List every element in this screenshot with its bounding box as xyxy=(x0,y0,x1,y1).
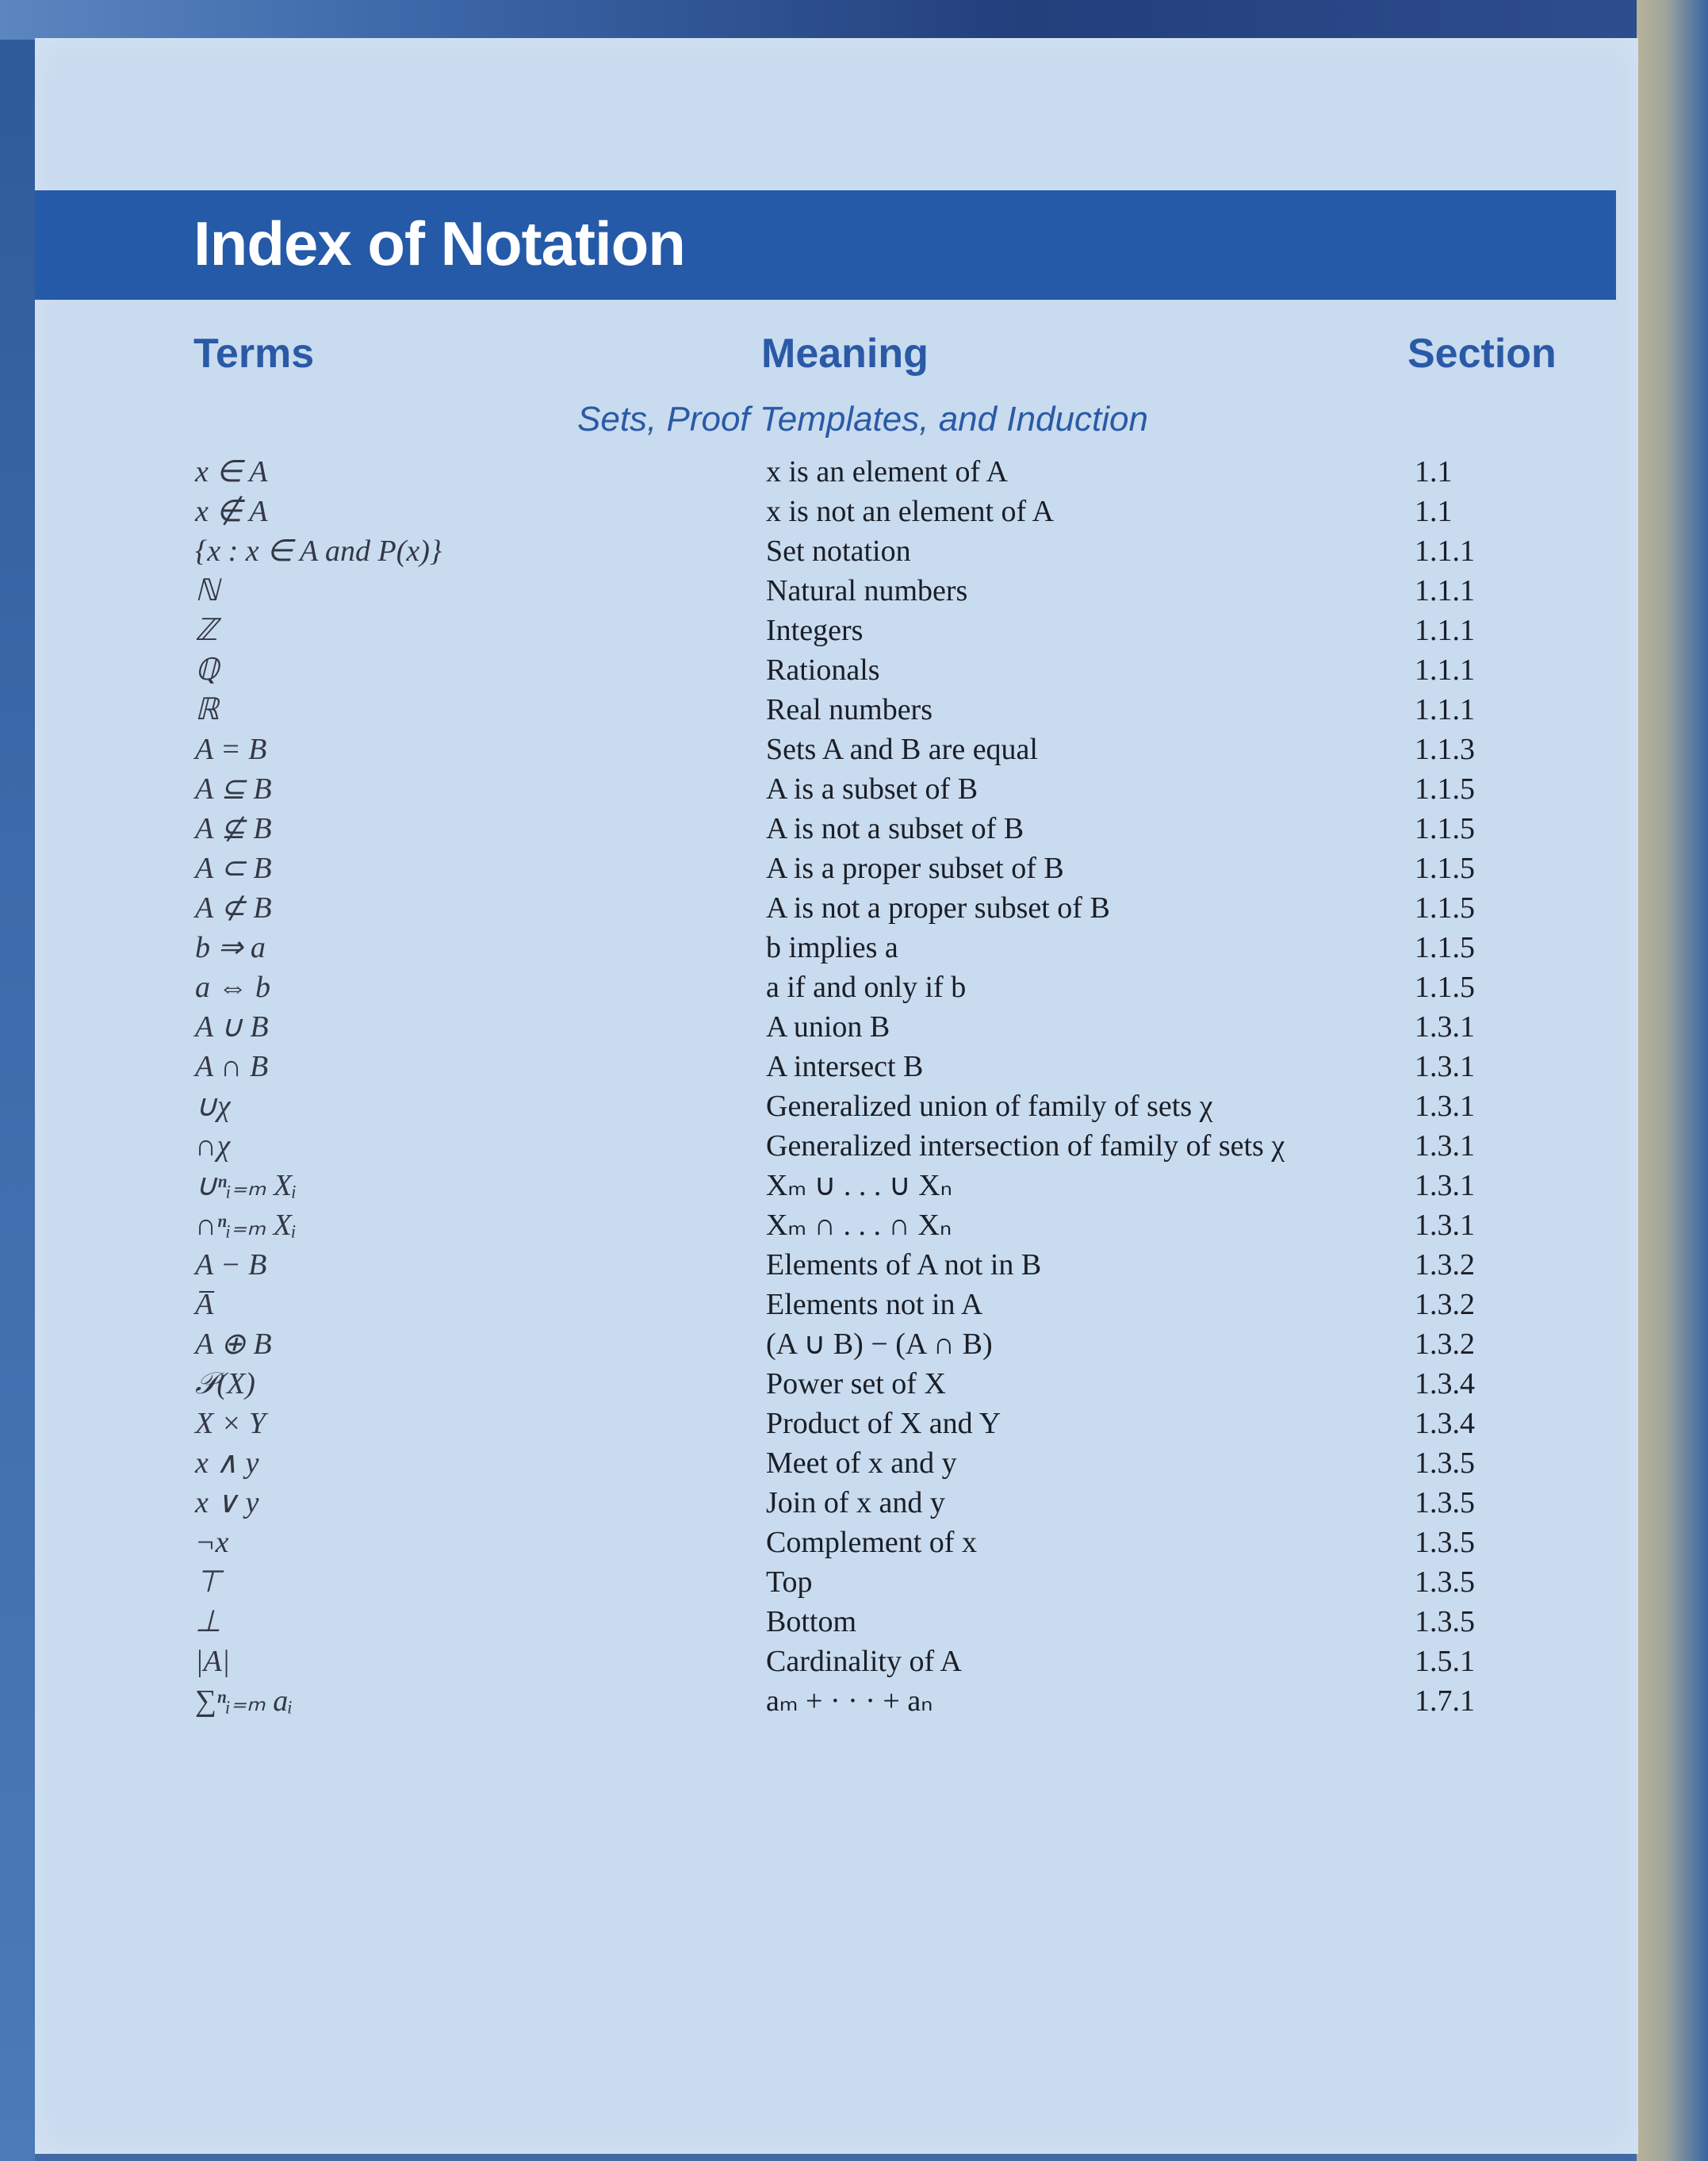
notation-meaning: Meet of x and y xyxy=(766,1446,957,1480)
notation-meaning: Generalized intersection of family of sets χ xyxy=(766,1129,1285,1163)
table-row xyxy=(35,1086,1638,1126)
notation-section: 1.3.5 xyxy=(1415,1486,1475,1519)
notation-term: ℕ xyxy=(195,574,220,607)
section-title: Sets, Proof Templates, and Induction xyxy=(577,400,1148,439)
notation-meaning: Elements not in A xyxy=(766,1288,983,1321)
table-row xyxy=(35,1681,1638,1721)
table-row xyxy=(35,1602,1638,1642)
notation-section: 1.1.5 xyxy=(1415,931,1475,964)
notation-term: A = B xyxy=(195,733,267,766)
notation-section: 1.1.5 xyxy=(1415,772,1475,806)
notation-term: A ⊕ B xyxy=(195,1328,272,1361)
table-row xyxy=(35,1126,1638,1166)
notation-term: ¬x xyxy=(195,1526,229,1559)
notation-meaning: Product of X and Y xyxy=(766,1407,1001,1440)
table-row xyxy=(35,492,1638,531)
notation-section: 1.1.1 xyxy=(1415,693,1475,726)
table-row xyxy=(35,730,1638,769)
notation-section: 1.1.1 xyxy=(1415,535,1475,568)
table-row xyxy=(35,1324,1638,1364)
table-row xyxy=(35,967,1638,1007)
notation-term: A − B xyxy=(195,1248,267,1282)
notation-page xyxy=(35,38,1638,2154)
notation-section: 1.3.4 xyxy=(1415,1407,1475,1440)
notation-section: 1.3.2 xyxy=(1415,1328,1475,1361)
notation-term: ⊤ xyxy=(195,1565,222,1599)
notation-meaning: Real numbers xyxy=(766,693,933,726)
column-header-terms: Terms xyxy=(193,331,315,377)
table-row xyxy=(35,1364,1638,1404)
notation-term: x ∨ y xyxy=(195,1486,259,1519)
notation-section: 1.5.1 xyxy=(1415,1645,1475,1678)
table-row xyxy=(35,769,1638,809)
column-header-meaning: Meaning xyxy=(761,331,929,377)
notation-section: 1.1.5 xyxy=(1415,852,1475,885)
notation-section: 1.3.5 xyxy=(1415,1446,1475,1480)
table-row xyxy=(35,690,1638,730)
notation-section: 1.7.1 xyxy=(1415,1684,1475,1718)
notation-term: ℝ xyxy=(195,693,220,726)
notation-meaning: Integers xyxy=(766,614,864,647)
table-row xyxy=(35,1205,1638,1245)
notation-meaning: A is a subset of B xyxy=(766,772,978,806)
notation-meaning: A is a proper subset of B xyxy=(766,852,1064,885)
table-row xyxy=(35,809,1638,849)
table-row xyxy=(35,531,1638,571)
notation-term: x ∈ A xyxy=(195,455,268,489)
book-top-edge xyxy=(0,0,1708,40)
notation-term: x ∉ A xyxy=(195,495,268,528)
notation-term: ∩ⁿᵢ₌ₘ Xᵢ xyxy=(195,1209,297,1242)
notation-term: ∪χ xyxy=(195,1090,231,1123)
notation-term: A̅ xyxy=(195,1288,214,1321)
table-row xyxy=(35,452,1638,492)
table-row xyxy=(35,1404,1638,1443)
notation-section: 1.3.5 xyxy=(1415,1605,1475,1638)
notation-section: 1.3.1 xyxy=(1415,1209,1475,1242)
notation-section: 1.3.1 xyxy=(1415,1169,1475,1202)
book-page-edge xyxy=(1637,0,1708,2161)
notation-meaning: Join of x and y xyxy=(766,1486,945,1519)
table-row xyxy=(35,1245,1638,1285)
notation-term: A ⊄ B xyxy=(195,891,272,925)
title-bar xyxy=(35,190,1616,300)
table-row xyxy=(35,849,1638,888)
notation-meaning: Power set of X xyxy=(766,1367,946,1400)
notation-section: 1.1 xyxy=(1415,495,1453,528)
table-row xyxy=(35,1562,1638,1602)
notation-section: 1.3.1 xyxy=(1415,1090,1475,1123)
notation-term: ∪ⁿᵢ₌ₘ Xᵢ xyxy=(195,1169,297,1202)
notation-meaning: x is not an element of A xyxy=(766,495,1055,528)
notation-term: X × Y xyxy=(195,1407,266,1440)
notation-meaning: Generalized union of family of sets χ xyxy=(766,1090,1213,1123)
table-row xyxy=(35,650,1638,690)
notation-section: 1.1.5 xyxy=(1415,812,1475,845)
notation-term: {x : x ∈ A and P(x)} xyxy=(195,535,442,568)
notation-section: 1.1.1 xyxy=(1415,614,1475,647)
notation-section: 1.3.1 xyxy=(1415,1050,1475,1083)
notation-term: ∩χ xyxy=(195,1129,231,1163)
notation-term: x ∧ y xyxy=(195,1446,259,1480)
notation-meaning: Set notation xyxy=(766,535,911,568)
notation-section: 1.3.1 xyxy=(1415,1129,1475,1163)
notation-section: 1.3.1 xyxy=(1415,1010,1475,1044)
notation-section: 1.1 xyxy=(1415,455,1453,489)
notation-meaning: A union B xyxy=(766,1010,890,1044)
notation-section: 1.3.5 xyxy=(1415,1565,1475,1599)
notation-meaning: Elements of A not in B xyxy=(766,1248,1042,1282)
notation-term: A ⊂ B xyxy=(195,852,272,885)
notation-meaning: b implies a xyxy=(766,931,898,964)
notation-meaning: aₘ + · · · + aₙ xyxy=(766,1684,933,1718)
notation-section: 1.3.5 xyxy=(1415,1526,1475,1559)
table-row xyxy=(35,1642,1638,1681)
notation-term: A ⊈ B xyxy=(195,812,272,845)
table-row xyxy=(35,888,1638,928)
notation-term: A ⊆ B xyxy=(195,772,272,806)
table-row xyxy=(35,1523,1638,1562)
notation-section: 1.1.3 xyxy=(1415,733,1475,766)
notation-meaning: A is not a subset of B xyxy=(766,812,1024,845)
notation-term: ℚ xyxy=(195,653,219,687)
notation-section: 1.3.2 xyxy=(1415,1248,1475,1282)
notation-section: 1.1.5 xyxy=(1415,891,1475,925)
notation-meaning: x is an element of A xyxy=(766,455,1008,489)
notation-term: ℤ xyxy=(195,614,218,647)
notation-term: A ∪ B xyxy=(195,1010,269,1044)
column-header-section: Section xyxy=(1407,331,1557,377)
notation-meaning: a if and only if b xyxy=(766,971,967,1004)
notation-section: 1.1.5 xyxy=(1415,971,1475,1004)
notation-meaning: A is not a proper subset of B xyxy=(766,891,1110,925)
notation-meaning: Bottom xyxy=(766,1605,857,1638)
table-row xyxy=(35,1285,1638,1324)
notation-term: |A| xyxy=(195,1645,231,1678)
notation-section: 1.1.1 xyxy=(1415,574,1475,607)
table-row xyxy=(35,1166,1638,1205)
notation-section: 1.3.4 xyxy=(1415,1367,1475,1400)
notation-meaning: Top xyxy=(766,1565,813,1599)
notation-section: 1.3.2 xyxy=(1415,1288,1475,1321)
table-row xyxy=(35,611,1638,650)
notation-term: A ∩ B xyxy=(195,1050,269,1083)
notation-meaning: Cardinality of A xyxy=(766,1645,962,1678)
notation-meaning: (A ∪ B) − (A ∩ B) xyxy=(766,1328,993,1361)
notation-meaning: Rationals xyxy=(766,653,880,687)
notation-term: a ⇔ b xyxy=(195,971,270,1004)
table-row xyxy=(35,1047,1638,1086)
table-row xyxy=(35,571,1638,611)
notation-meaning: A intersect B xyxy=(766,1050,924,1083)
table-row xyxy=(35,1483,1638,1523)
notation-term: 𝒫(X) xyxy=(195,1367,255,1400)
notation-term: ⊥ xyxy=(195,1605,222,1638)
notation-meaning: Sets A and B are equal xyxy=(766,733,1038,766)
table-row xyxy=(35,1007,1638,1047)
notation-meaning: Xₘ ∪ . . . ∪ Xₙ xyxy=(766,1169,952,1202)
notation-meaning: Natural numbers xyxy=(766,574,968,607)
table-row xyxy=(35,1443,1638,1483)
notation-section: 1.1.1 xyxy=(1415,653,1475,687)
notation-meaning: Complement of x xyxy=(766,1526,977,1559)
table-row xyxy=(35,928,1638,967)
notation-term: b ⇒ a xyxy=(195,931,266,964)
book-spine-edge xyxy=(0,0,35,2161)
notation-term: ∑ⁿᵢ₌ₘ aᵢ xyxy=(195,1684,293,1718)
notation-meaning: Xₘ ∩ . . . ∩ Xₙ xyxy=(766,1209,952,1242)
notation-table xyxy=(35,452,1638,1721)
page-title: Index of Notation xyxy=(193,209,685,278)
